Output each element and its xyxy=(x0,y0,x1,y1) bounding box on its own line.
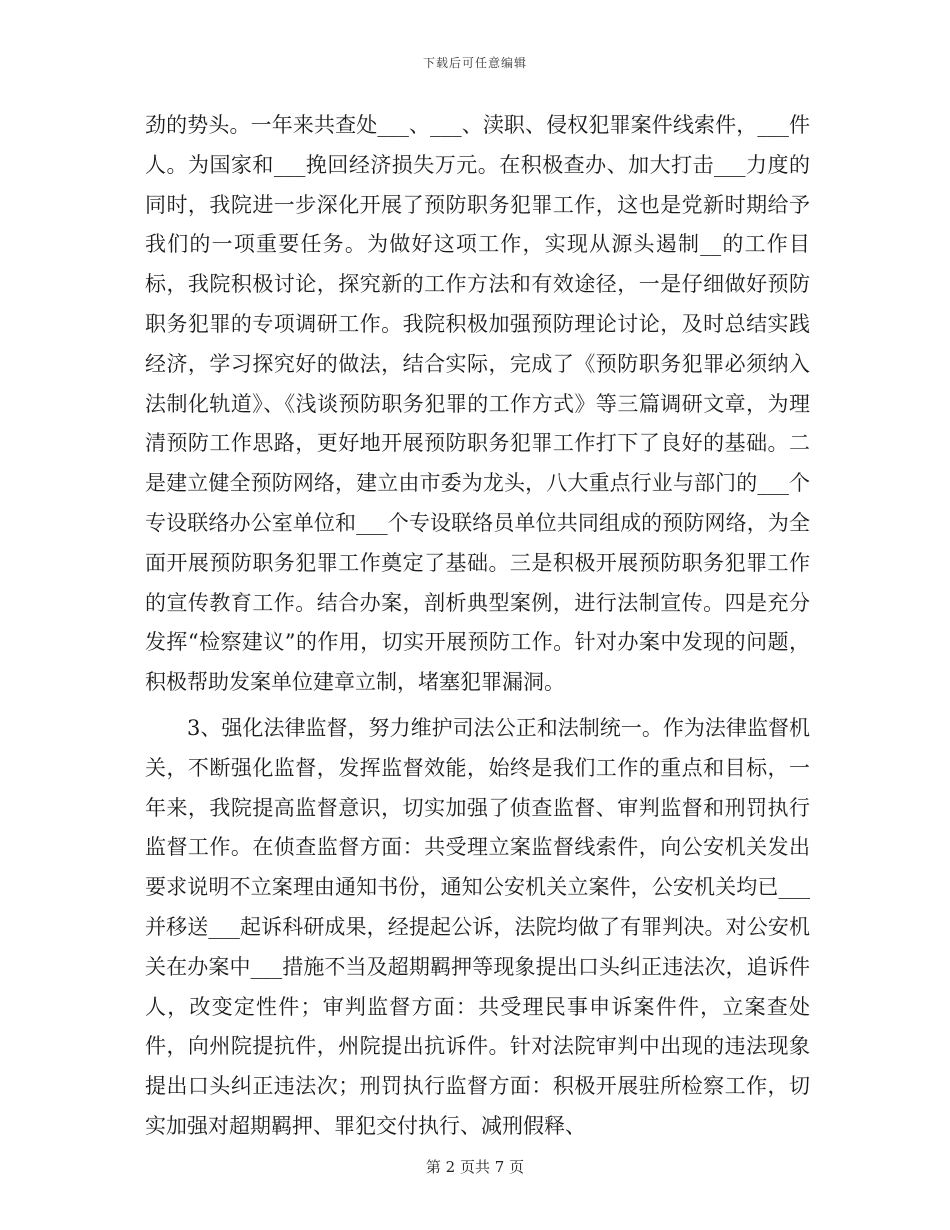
body-paragraph-continued: 劲的势头。一年来共查处___、___、渎职、侵权犯罪案件线索件，___件人。为国家和___挽回经济损失万元。在积极查办、加大打击___力度的同时，我院进一步深化开展了预防职务犯罪工作，这也是党新时期给予我们的一项重要任务。为做好这项工作，实现从源头遏制__的工作目标，我院积极讨论，探究新的工作方法和有效途径，一是仔细做好预防职务犯罪的专项调研工作。我院积极加强预防理论讨论，及时总结实践经济，学习探究好的做法，结合实际，完成了《预防职务犯罪必须纳入法制化轨道》、《浅谈预防职务犯罪的工作方式》等三篇调研文章，为理清预防工作思路，更好地开展预防职务犯罪工作打下了良好的基础。二是建立健全预防网络，建立由市委为龙头，八大重点行业与部门的___个专设联络办公室单位和___个专设联络员单位共同组成的预防网络，为全面开展预防职务犯罪工作奠定了基础。三是积极开展预防职务犯罪工作的宣传教育工作。结合办案，剖析典型案例，进行法制宣传。四是充分发挥“检察建议”的作用，切实开展预防工作。针对办案中发现的问题，积极帮助发案单位建章立制，堵塞犯罪漏洞。 xyxy=(145,113,810,695)
page-header: 下载后可任意编辑 xyxy=(422,56,527,70)
page-footer: 第 2 页共 7 页 xyxy=(425,1158,525,1176)
document-body xyxy=(145,106,810,1147)
body-paragraph-section-3: 3、强化法律监督，努力维护司法公正和法制统一。作为法律监督机关，不断强化监督，发挥监督效能，始终是我们工作的重点和目标，一年来，我院提高监督意识，切实加强了侦查监督、审判监督和刑罚执行监督工作。在侦查监督方面：共受理立案监督线索件，向公安机关发出要求说明不立案理由通知书份，通知公安机关立案件，公安机关均已___并移送___起诉科研成果，经提起公诉，法院均做了有罪判决。对公安机关在办案中___措施不当及超期羁押等现象提出口头纠正违法次，追诉件人，改变定性件；审判监督方面：共受理民事申诉案件件，立案查处件，向州院提抗件，州院提出抗诉件。针对法院审判中出现的违法现象提出口头纠正违法次；刑罚执行监督方面：积极开展驻所检察工作，切实加强对超期羁押、罪犯交付执行、减刑假释、 xyxy=(145,715,810,1138)
